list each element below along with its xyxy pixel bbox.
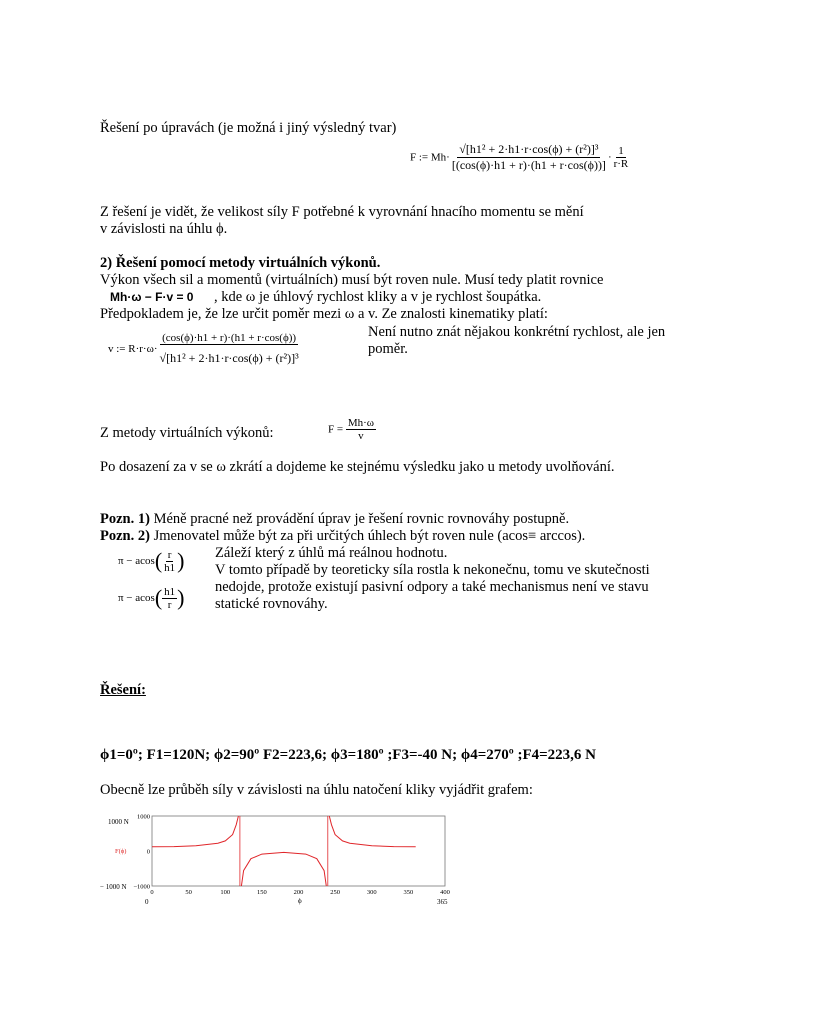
x-tick-label: 0 xyxy=(150,889,154,896)
force-curve-segment-3 xyxy=(329,816,415,847)
note-2-text: Jmenovatel může být za při určitých úhlech být roven nule (acos≡ arccos). xyxy=(153,528,586,544)
note-2 xyxy=(100,528,585,545)
x-tick-label: 100 xyxy=(220,889,231,896)
formula-f-ratio: F = $\frac{Mh\cdot\omega}{v}$ xyxy=(328,417,375,442)
results-line: ϕ1=0º; F1=120N; ϕ2=90º F2=223,6; ϕ3=180º ;F3=-40 N; ϕ4=270º ;F4=223,6 N xyxy=(100,747,596,763)
note-1-label: Pozn. 1) xyxy=(100,511,150,527)
y-side-label-bottom: − 1000 N xyxy=(100,883,127,891)
note-2-line-3: nedojde, protože existují pasivní odpory a také mechanismus není ve stavu xyxy=(215,579,649,595)
note-2-line-2: V tomto případě by teoreticky síla rostla k nekonečnu, tomu ve skutečnosti xyxy=(215,562,650,578)
y-side-label-top: 1000 N xyxy=(108,818,129,826)
note-2-line-1: Záleží který z úhlů má reálnou hodnotu. xyxy=(215,545,448,561)
paragraph-1-line-2: v závislosti na úhlu ϕ. xyxy=(100,221,228,237)
force-chart xyxy=(95,808,465,908)
note-2-label: Pozn. 2) xyxy=(100,528,150,544)
graph-intro: Obecně lze průběh síly v závislosti na úhlu natočení kliky vyjádřit grafem: xyxy=(100,782,533,798)
x-tick-label: 400 xyxy=(440,889,450,896)
y-tick-label: 0 xyxy=(146,848,150,856)
note-v-line-2: poměr. xyxy=(368,341,408,357)
x-range-start: 0 xyxy=(145,898,149,906)
x-tick-label: 300 xyxy=(366,889,377,896)
x-axis-label: ϕ xyxy=(298,897,302,905)
note-1 xyxy=(100,511,569,528)
acos-expression-1: π − acos( $\frac{r}{h1}$ ) xyxy=(118,548,185,574)
y-tick-label: 1000 xyxy=(137,813,150,821)
formula-f: F := Mh· $\frac{\text{√[h1² + 2·h1·r·cos(ϕ) + (r²)]³}}{[(\cos(\phi)\cdot h1 + r)\cdot(h1 + r\cdot\cos(\phi))]}$ · $\frac{1}{r\cdot R}$ xyxy=(410,142,629,172)
note-v-line-1: Není nutno znát nějakou konkrétní rychlost, ale jen xyxy=(368,324,666,340)
section-2-line-3: Předpokladem je, že lze určit poměr mezi ω a v. Ze znalosti kinematiky platí: xyxy=(100,306,548,322)
x-tick-label: 350 xyxy=(403,889,414,896)
plot-frame xyxy=(152,816,445,886)
y-axis-label: F(ϕ) xyxy=(115,848,127,855)
note-1-text: Méně pracné než provádění úprav je řešení rovnic rovnováhy postupně. xyxy=(153,511,570,527)
section-2-line-2: , kde ω je úhlový rychlost kliky a v je rychlost šoupátka. xyxy=(214,289,542,305)
solution-heading: Řešení: xyxy=(100,682,146,698)
section-2-line-1: Výkon všech sil a momentů (virtuálních) musí být roven nule. Musí tedy platit rovnice xyxy=(100,272,604,288)
x-tick-label: 250 xyxy=(330,889,340,896)
y-tick-label: −1000 xyxy=(133,883,150,891)
note-2-line-4: statické rovnováhy. xyxy=(215,596,328,612)
force-curve-segment-1 xyxy=(152,816,238,847)
intro-text: Řešení po úpravách (je možná i jiný výsledný tvar) xyxy=(100,120,397,136)
virtual-power-label: Z metody virtuálních výkonů: xyxy=(100,425,274,441)
x-tick-label: 50 xyxy=(185,889,192,896)
acos-expression-2: π − acos( $\frac{h1}{r}$ ) xyxy=(118,585,185,611)
paragraph-1-line-1: Z řešení je vidět, že velikost síly F potřebné k vyrovnání hnacího momentu se mění xyxy=(100,204,584,220)
substitution-line: Po dosazení za v se ω zkrátí a dojdeme ke stejnému výsledku jako u metody uvolňování. xyxy=(100,459,615,475)
x-range-end: 365 xyxy=(437,898,448,906)
virtual-power-equation: Mh·ω − F·v = 0 xyxy=(110,290,194,304)
x-tick-label: 150 xyxy=(257,889,267,896)
formula-v: v := R·r·ω· $\frac{(\cos(\phi)\cdot h1 + r)\cdot(h1 + r\cdot\cos(\phi))}{\text{√[h1² + 2·h1·r·cos(ϕ) + (r²)]³}}$ xyxy=(108,332,299,365)
x-tick-label: 200 xyxy=(293,889,304,896)
section-2-title: 2) Řešení pomocí metody virtuálních výkonů. xyxy=(100,255,381,271)
force-curve-segment-2 xyxy=(241,852,326,886)
